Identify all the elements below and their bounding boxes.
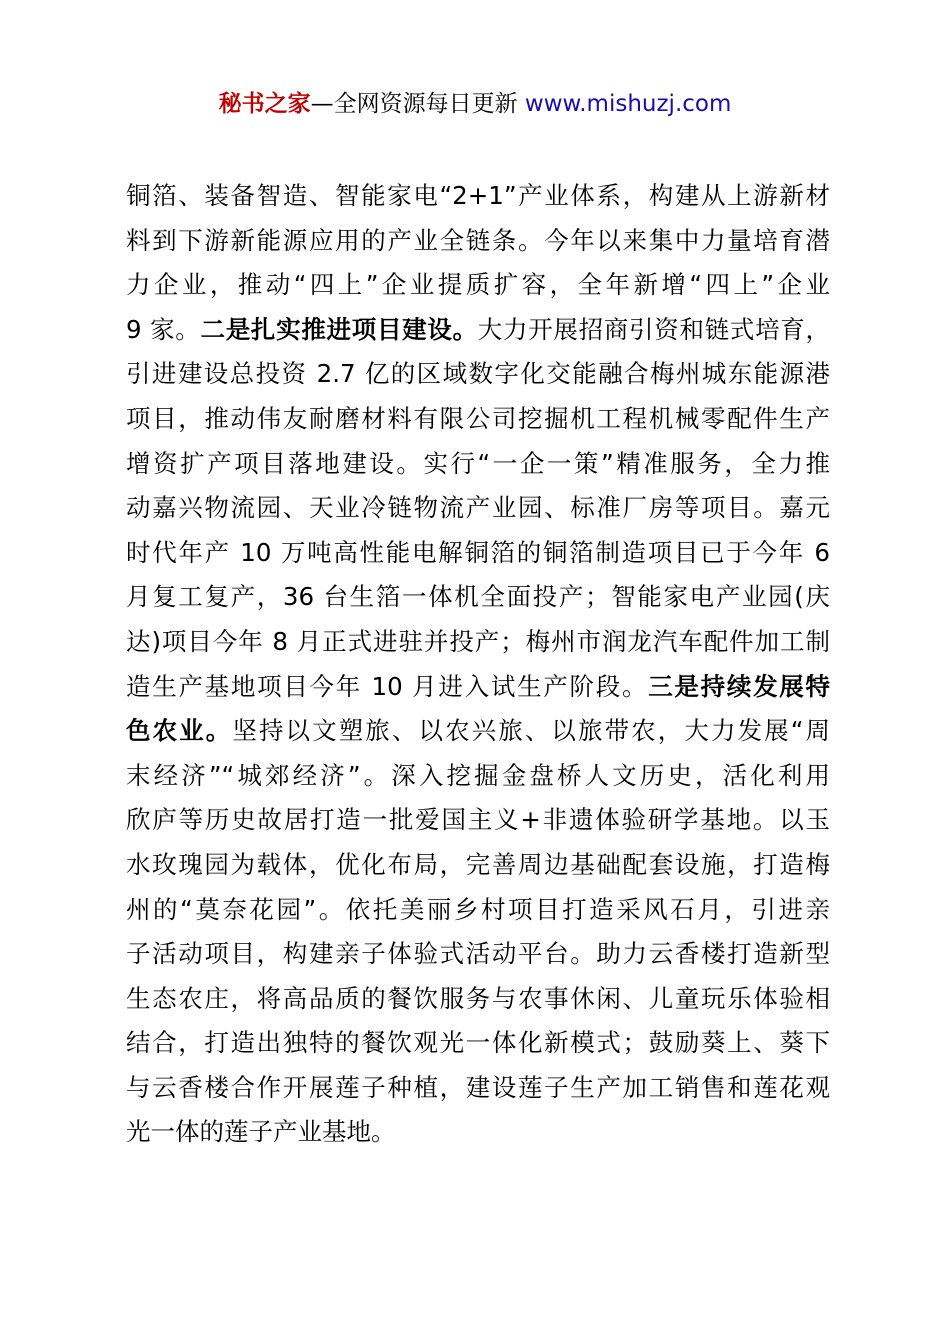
body-text-segment: 时代年产 10 万吨高性能电解铜箔的铜箔制造项目已于今年 6 [126,537,830,567]
text-line [126,665,830,710]
brand-name: 秘书之家 [218,91,311,117]
text-line [126,531,830,576]
body-text-segment: 9 家。 [126,314,201,344]
body-text-segment: 项目，推动伟友耐磨材料有限公司挖掘机工程机械零配件生产 [126,403,830,433]
body-text-segment: 州的“莫奈花园”。依托美丽乡村项目打造采风石月，引进亲 [126,894,830,924]
header-tagline: —全网资源每日更新 [310,91,525,117]
text-line [126,486,830,531]
body-text-segment: 结合，打造出独特的餐饮观光一体化新模式；鼓励葵上、葵下 [126,1028,830,1058]
text-line [126,888,830,933]
text-line [126,798,830,843]
text-line [126,263,830,308]
body-text-segment: 坚持以文塑旅、以农兴旅、以旅带农，大力发展“周 [232,716,830,746]
body-text-segment: 动嘉兴物流园、天业冷链物流产业园、标准厂房等项目。嘉元 [126,493,830,523]
body-text-segment: 水玫瑰园为载体，优化布局，完善周边基础配套设施，打造梅 [126,849,830,879]
body-text-segment: 引进建设总投资 2.7 亿的区域数字化交能融合梅州城东能源港 [126,359,830,389]
text-line [126,397,830,442]
body-text-segment: 月复工复产，36 台生箔一体机全面投产；智能家电产业园(庆 [126,582,830,612]
body-text-segment: 力企业，推动“四上”企业提质扩容，全年新增“四上”企业 [126,270,830,300]
text-line [126,442,830,487]
body-text-segment: 达)项目今年 8 月正式进驻并投产；梅州市润龙汽车配件加工制 [126,626,830,656]
body-text-segment: 造生产基地项目今年 10 月进入试生产阶段。 [126,671,649,701]
body-text-segment: 料到下游新能源应用的产业全链条。今年以来集中力量培育潜 [126,225,830,255]
text-line [126,174,830,219]
text-line [126,843,830,888]
body-text-segment: 欣庐等历史故居打造一批爱国主义+非遗体验研学基地。以玉 [126,805,830,835]
text-line [126,352,830,397]
text-line [126,1021,830,1066]
text-line [126,575,830,620]
body-text-segment: 与云香楼合作开展莲子种植，建设莲子生产加工销售和莲花观 [126,1072,830,1102]
body-text-segment: 子活动项目，构建亲子体验式活动平台。助力云香楼打造新型 [126,939,830,969]
bold-heading-text: 三是持续发展特 [648,671,831,701]
text-line [126,620,830,665]
text-line [126,1066,830,1111]
bold-heading-text: 二是扎实推进项目建设。 [200,314,478,344]
text-line [126,977,830,1022]
body-text-segment: 增资扩产项目落地建设。实行“一企一策”精准服务，全力推 [126,448,830,478]
text-line [126,932,830,977]
body-text-segment: 生态农庄，将高品质的餐饮服务与农事休闲、儿童玩乐体验相 [126,983,830,1013]
text-line [126,1110,830,1155]
bold-heading-text: 色农业。 [126,716,233,746]
body-text-segment: 末经济”“城郊经济”。深入挖掘金盘桥人文历史，活化利用 [126,760,830,790]
body-text-segment: 铜箔、装备智造、智能家电“2+1”产业体系，构建从上游新材 [126,181,830,210]
document-body [126,174,830,1155]
site-url-link[interactable]: www.mishuzj.com [524,91,732,117]
text-line [126,709,830,754]
body-text-segment: 光一体的莲子产业基地。 [126,1117,396,1147]
text-line [126,308,830,353]
text-line [126,754,830,799]
text-line [126,219,830,264]
page-header [0,86,950,122]
body-text-segment: 大力开展招商引资和链式培育， [477,314,830,344]
